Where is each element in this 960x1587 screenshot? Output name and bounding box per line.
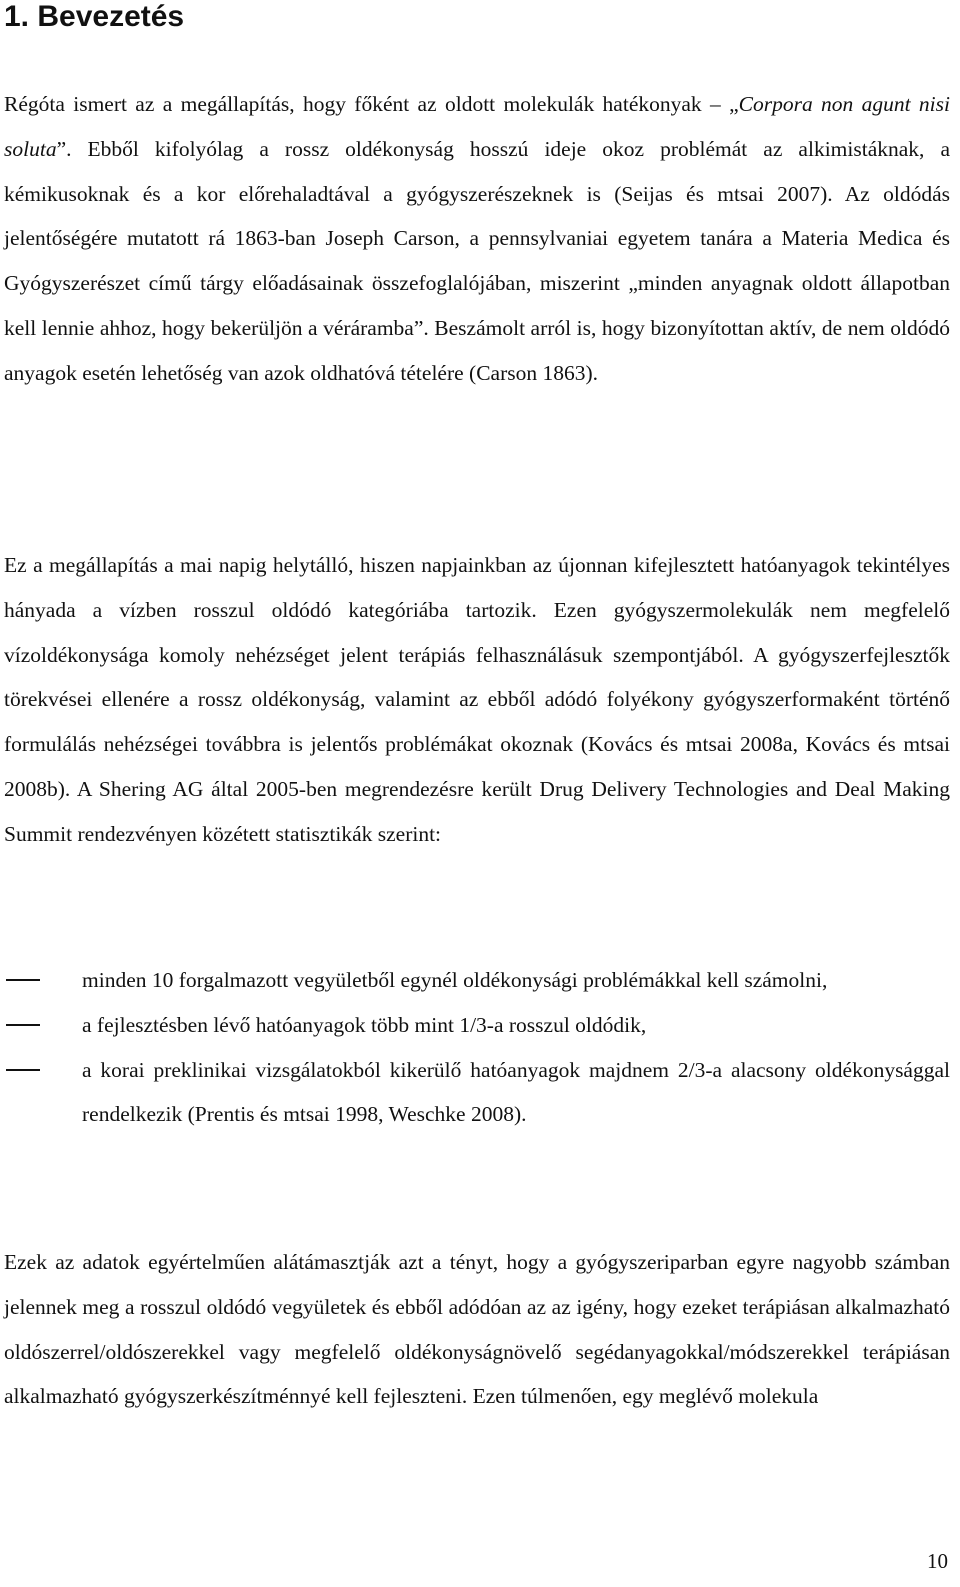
paragraph-intro (4, 82, 950, 396)
page-number: 10 (927, 1549, 948, 1573)
dash-bullet-icon (6, 979, 40, 981)
statistics-list (4, 958, 950, 1137)
list-item (4, 1003, 950, 1048)
paragraph-intro-part1: Régóta ismert az a megállapítás, hogy főként az oldott molekulák hatékonyak – „ (4, 92, 739, 116)
list-item (4, 958, 950, 1003)
paragraph-conclusion: Ezek az adatok egyértelműen alátámasztják azt a tényt, hogy a gyógyszeriparban egyre nagyobb számban jelennek meg a rosszul oldódó vegyületek és ebből adódóan az az igény, hogy ezeket terápiásan alkalmazható oldószerrel/oldószerekkel vagy megfelelő oldékonyságnövelő segédanyagokkal/módszerekkel terápiásan alkalmazható gyógyszerkészítménnyé kell fejleszteni. Ezen túlmenően, egy meglévő molekula (4, 1250, 950, 1409)
paragraph-statistics-intro: Ez a megállapítás a mai napig helytálló, hiszen napjainkban az újonnan kifejlesztett hatóanyagok tekintélyes hányada a vízben rosszul oldódó kategóriába tartozik. Ezen gyógyszermolekulák nem megfelelő vízoldékonysága komoly nehézséget jelent terápiás felhasználásuk szempontjából. A gyógyszerfejlesztők törekvései ellenére a rossz oldékonyság, valamint az ebből adódó folyékony gyógyszerformaként történő formulálás nehézségei továbbra is jelentős problémákat okoznak (Kovács és mtsai 2008a, Kovács és mtsai 2008b). A Shering AG által 2005-ben megrendezésre került Drug Delivery Technologies and Deal Making Summit rendezvényen közétett statisztikák szerint: (4, 553, 950, 846)
document-page (4, 0, 950, 1409)
list-item-text: a fejlesztésben lévő hatóanyagok több mint 1/3-a rosszul oldódik, (82, 1012, 647, 1037)
list-item-text: minden 10 forgalmazott vegyületből egynél oldékonysági problémákkal kell számolni, (82, 968, 828, 992)
dash-bullet-icon (6, 1024, 40, 1026)
latin-quote: Corpora non agunt nisi soluta (4, 92, 950, 161)
dash-bullet-icon (6, 1069, 40, 1071)
list-item (4, 1048, 950, 1138)
list-item-text: a korai preklinikai vizsgálatokból kikerülő hatóanyagok majdnem 2/3-a alacsony oldékonysággal rendelkezik (Prentis és mtsai 1998, Weschke 2008). (82, 1057, 950, 1127)
section-heading: 1. Bevezetés (4, 0, 185, 33)
paragraph-intro-part2: ”. Ebből kifolyólag a rossz oldékonyság hosszú ideje okoz problémát az alkimistáknak, a kémikusoknak és a kor előrehaladtával a gyógyszerészeknek is (Seijas és mtsai 2007). Az oldódás jelentőségére mutatott rá 1863-ban Joseph Carson, a pennsylvaniai egyetem tanára a Materia Medica és Gyógyszerészet című tárgy előadásainak összefoglalójában, miszerint „minden anyagnak oldott állapotban kell lennie ahhoz, hogy bekerüljön a véráramba”. Beszámolt arról is, hogy bizonyítottan aktív, de nem oldódó anyagok esetén lehetőség van azok oldhatóvá tételére (Carson 1863). (4, 136, 950, 385)
